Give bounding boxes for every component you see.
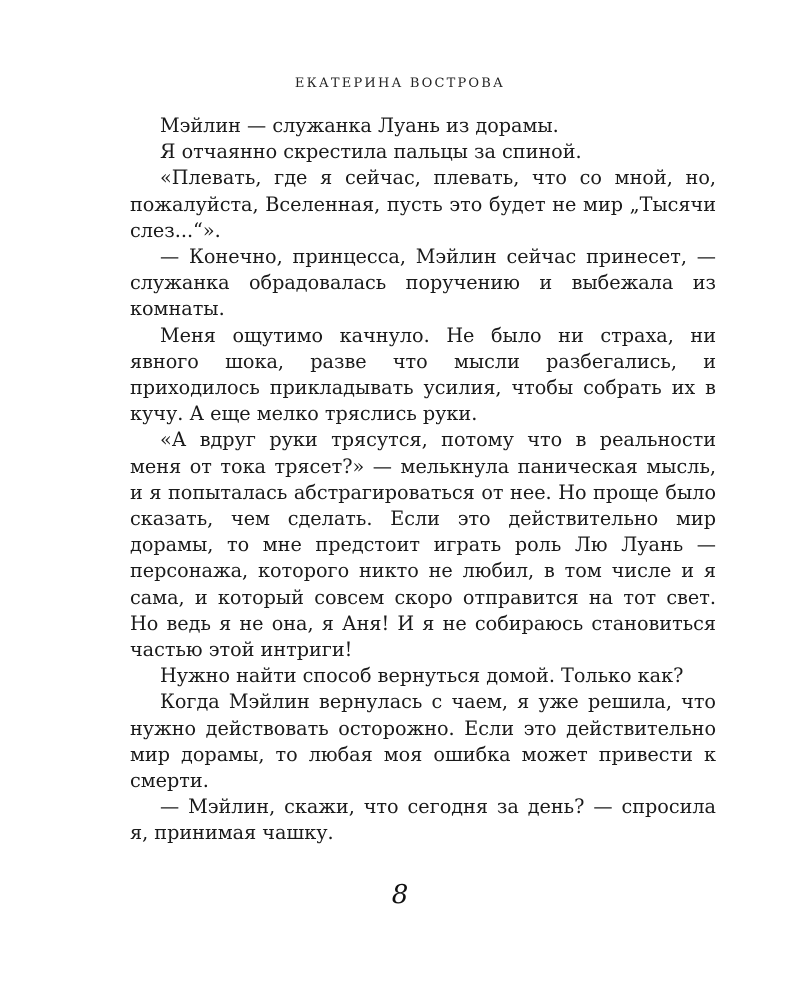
paragraph: Нужно найти способ вернуться домой. Только как? <box>160 664 684 688</box>
paragraph: Я отчаянно скрестила пальцы за спиной. <box>160 140 582 164</box>
page-number: 8 <box>391 880 409 910</box>
paragraph: — Конечно, принцесса, Мэйлин сейчас принесет, — служанка обрадовалась поручению и выбежала из комнаты. <box>130 245 716 321</box>
paragraph: — Мэйлин, скажи, что сегодня за день? — спросила я, принимая чашку. <box>130 795 716 845</box>
paragraph: Когда Мэйлин вернулась с чаем, я уже решила, что нужно действовать осторожно. Если это действительно мир дорамы, то любая моя ошибка может привести к смерти. <box>130 690 716 793</box>
paragraph: Мэйлин — служанка Луань из дорамы. <box>160 114 559 137</box>
paragraph: Меня ощутимо качнуло. Не было ни страха, ни явного шока, разве что мысли разбегались, и приходилось прикладывать усилия, чтобы собрать их в кучу. А еще мелко тряслись руки. <box>130 323 716 426</box>
running-head-author: ЕКАТЕРИНА ВОСТРОВА <box>294 76 506 91</box>
paragraph: «Плевать, где я сейчас, плевать, что со мной, но, пожалуйста, Вселенная, пусть это будет не мир „Тысячи слез...“». <box>130 166 716 242</box>
paragraph: «А вдруг руки трясутся, потому что в реальности меня от тока трясет?» — мелькнула паническая мысль, и я попыталась абстрагироваться от нее. Но проще было сказать, чем сделать. Если это действительно мир дорамы, то мне предстоит играть роль Лю Луань — персонажа, которого никто не любил, в том числе и я сама, и который совсем скоро отправится на тот свет. Но ведь я не она, я Аня! И я не собираюсь становиться частью этой интриги! <box>130 428 716 662</box>
body-text <box>130 113 716 847</box>
